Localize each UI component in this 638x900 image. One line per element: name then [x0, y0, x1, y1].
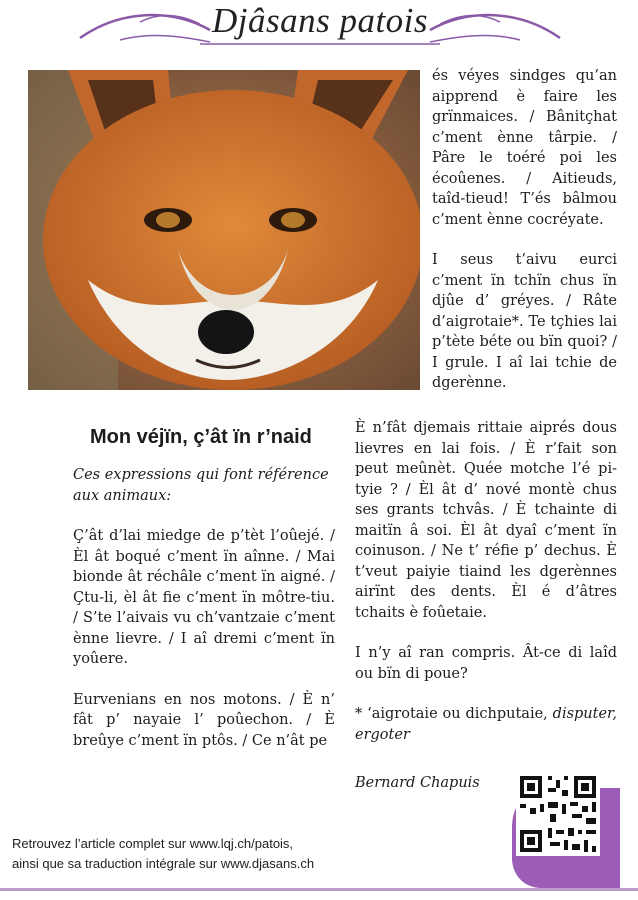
- fox-photo: [28, 70, 420, 390]
- page-title: Djâsans patois: [211, 1, 429, 40]
- footer-line-djasans: ainsi que sa traduction intégrale sur www.djasans.ch: [12, 856, 315, 871]
- paragraph: È n’fât djemais rittaie aiprés dous lievres en lai fois. / È r’fait son peut meûnèt. Quée motche l’é pi-tyie ? / Èl ât d’ nové montè chus ses grants tchvâs. / È tchainte di maitïn â soi. Èl ât dyaî c’ment ïn coinuson. / Ne t’ réfie p’ dechus. È t’veut paiyie tiaind les dgerènnes airïnt des dents. Èl é d’âtres tchaits è foûetaie.: [355, 420, 617, 621]
- article-intro: Ces expressions qui font référence aux animaux:: [73, 467, 329, 504]
- paragraph: Eurvenians en nos motons. / È n’ fât p’ nayaie l’ poûechon. / È breûye c’ment ïn ptôs. / Ce n’ât pe: [73, 691, 335, 749]
- footnote-translation: disputer, ergoter: [355, 706, 617, 743]
- paragraph: és véyes sindges qu’an aipprend è faire les grïnmaices. / Bânitçhat c’ment ènne târpie. / Pâre le toéré poi les écoûenes. / Aitieuds, taîd-tieud! T’és bâlmou c’ment ènne cocréyate.: [432, 68, 617, 228]
- paragraph: I seus t’aivu eurci c’ment ïn tchïn chus ïn djûe d’ gréyes. / Râte d’aigrotaie*. Te tçhies lai p’tète béte ou bïn quoi? / I grule. I aî lai tchie de dgerènne.: [432, 252, 617, 391]
- qr-code[interactable]: [512, 768, 620, 888]
- author-name: Bernard Chapuis: [355, 775, 480, 791]
- article-title: Mon véjïn, ç’ât ïn r’naid: [90, 426, 312, 448]
- footer-line-lqj: Retrouvez l’article complet sur www.lqj.ch/patois,: [12, 836, 294, 851]
- article-column-right-bottom: [355, 418, 617, 794]
- article-column-left: [73, 425, 335, 751]
- paragraph: I n’y aî ran compris. Ât-ce di laîd ou bïn di poue?: [355, 645, 617, 682]
- paragraph: Ç’ât d’lai miedge de p’tèt l’oûejé. / Èl ât boqué c’ment ïn aînne. / Mai bionde ât réchâle c’ment ïn aigné. / Çtu-li, èl ât fie c’ment ïn môtre-tiu. / S’te l’aivais vu ch’vantzaie c’ment ènne lievre. / I aî dremi c’ment ïn yoûere.: [73, 528, 335, 667]
- bottom-rule: [0, 888, 638, 891]
- footnote: [355, 704, 617, 745]
- footnote-text: * ‘aigrotaie ou dichputaie,: [355, 706, 548, 722]
- footer: [12, 834, 492, 874]
- article-column-right-top: [432, 66, 617, 394]
